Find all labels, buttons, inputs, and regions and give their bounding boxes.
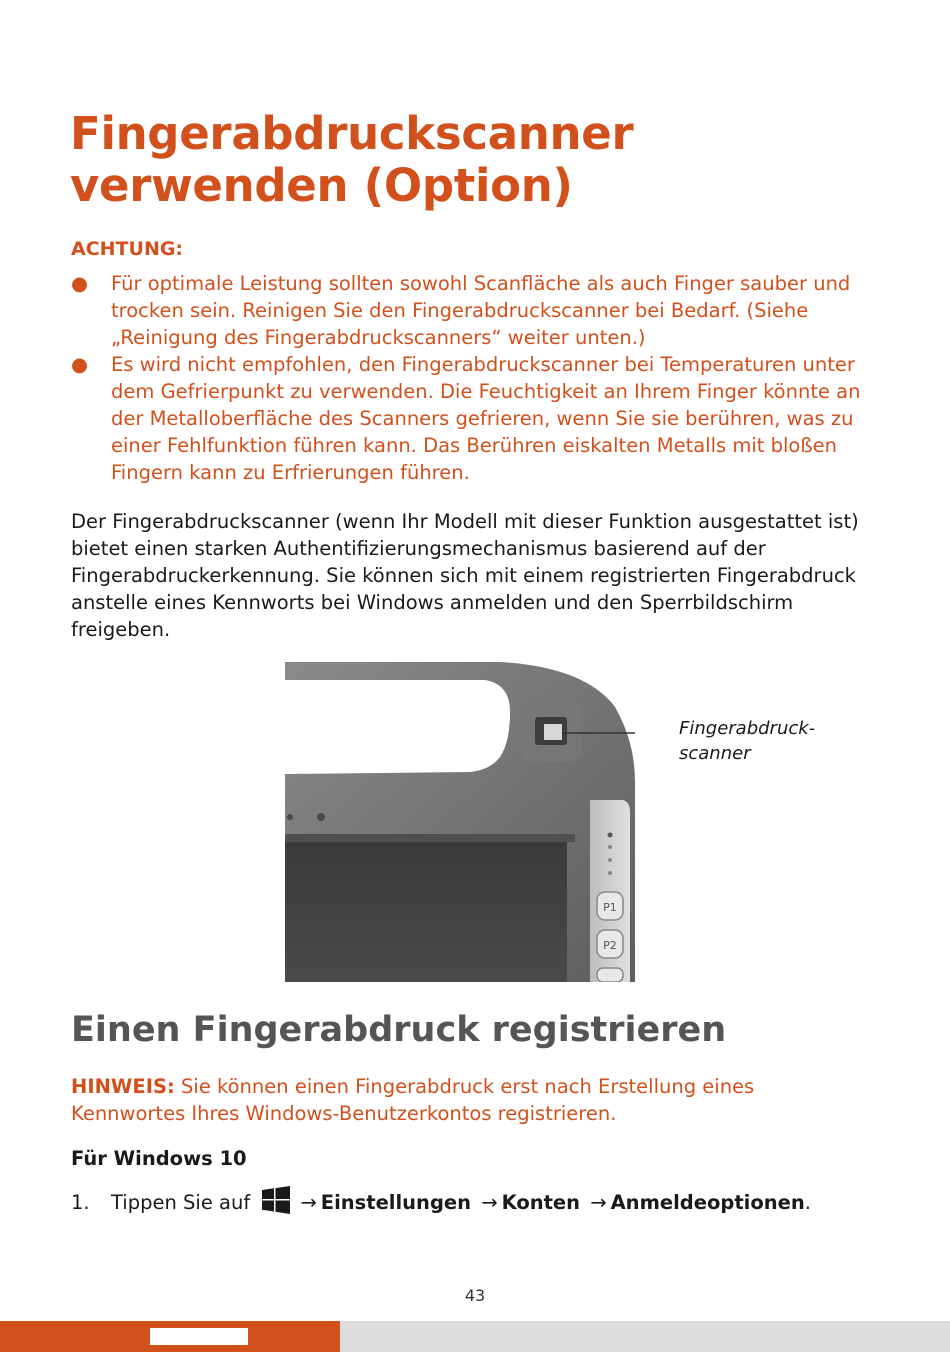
note-label: HINWEIS: [71, 1075, 175, 1098]
step-1 [71, 1186, 811, 1223]
caution-item-text: Es wird nicht empfohlen, den Fingerabdruckscanner bei Temperaturen unter dem Gefrierpunkt zu verwenden. Die Feuchtigkeit an Ihrem Finger könnte an der Metalloberfläche des Scanners gefrieren, wenn Sie sie berühren, was zu einer Fehlfunktion führen kann. Das Berühren eiskalten Metalls mit bloßen Fingern kann zu Erfrierungen führen. [111, 353, 861, 484]
footer-gray-bar [340, 1321, 950, 1352]
windows-version-heading: Für Windows 10 [71, 1147, 247, 1170]
note-paragraph [71, 1073, 871, 1127]
step-prefix: Tippen Sie auf [111, 1191, 251, 1214]
footer-bar [0, 1321, 950, 1352]
footer-highlight [150, 1328, 248, 1345]
step-suffix: . [804, 1191, 811, 1214]
bullet-icon: ● [71, 272, 89, 295]
step-item-signin-options: Anmeldeoptionen [610, 1191, 805, 1214]
arrow-icon: → [300, 1191, 317, 1214]
step-item-accounts: Konten [501, 1191, 581, 1214]
intro-paragraph: Der Fingerabdruckscanner (wenn Ihr Modell mit dieser Funktion ausgestattet ist) bietet einen starken Authentifizierungsmechanismus basierend auf der Fingerabdruckerkennung. Sie können sich mit einem registrierten Fingerabdruck anstelle eines Kennworts bei Windows anmelden und den Sperrbildschirm freigeben. [71, 510, 859, 641]
arrow-icon: → [590, 1191, 607, 1214]
step-item-settings: Einstellungen [320, 1191, 472, 1214]
caution-item [71, 351, 871, 486]
bullet-icon: ● [71, 353, 89, 376]
caution-list [71, 270, 871, 486]
callout-line-2: scanner [679, 743, 751, 764]
section-heading: Einen Fingerabdruck registrieren [71, 1010, 727, 1050]
note-text: Sie können einen Fingerabdruck erst nach Erstellung eines Kennwortes Ihres Windows-Benutzerkontos registrieren. [71, 1075, 755, 1125]
page-title: Fingerabdruckscanner verwenden (Option) [70, 107, 634, 212]
callout-line-1: Fingerabdruck- [679, 718, 816, 739]
caution-item [71, 270, 871, 351]
caution-item-text: Für optimale Leistung sollten sowohl Scanfläche als auch Finger sauber und trocken sein. Reinigen Sie den Fingerabdruckscanner bei Bedarf. (Siehe „Reinigung des Fingerabdruckscanners“ weiter unten.) [111, 272, 851, 349]
tablet-illustration [285, 662, 635, 982]
arrow-icon: → [481, 1191, 498, 1214]
p2-button-label: P2 [603, 939, 617, 952]
step-number: 1. [71, 1191, 90, 1214]
page-number: 43 [464, 1286, 486, 1305]
caution-heading: ACHTUNG: [71, 238, 184, 260]
fingerprint-scanner-callout [679, 716, 815, 766]
p1-button-label: P1 [603, 901, 617, 914]
tablet-device-image [285, 662, 635, 982]
windows-logo-icon [262, 1186, 290, 1223]
